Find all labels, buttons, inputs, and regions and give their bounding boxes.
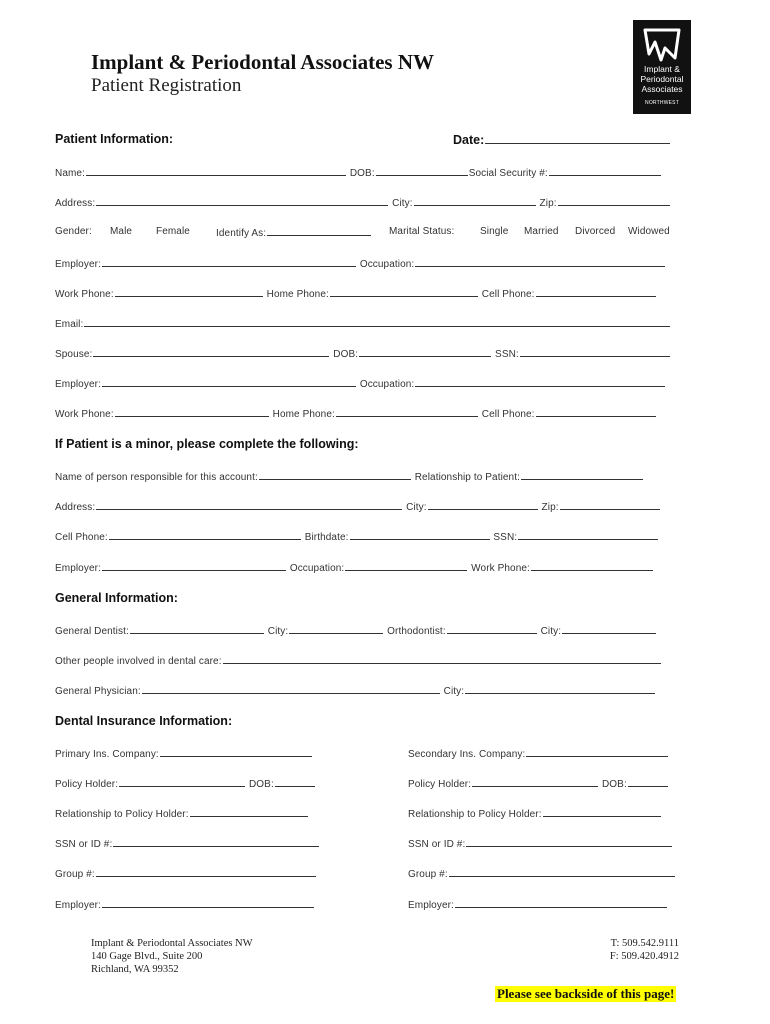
spouse-cell-phone-field[interactable] [536,407,656,417]
practice-logo [633,20,691,114]
primary-employer-label: Employer: [55,900,101,911]
employer-field[interactable] [102,257,356,267]
secondary-employer-field[interactable] [455,898,667,908]
work-phone-label: Work Phone: [55,289,114,300]
identify-label: Identify As: [216,228,267,239]
address-field[interactable] [96,196,388,206]
date-field[interactable]: Date: [453,132,671,147]
occupation-label: Occupation: [359,259,415,270]
marital-single-option[interactable]: Single [480,226,509,237]
minor-address-field[interactable] [96,500,402,510]
logo-line-2: Periodontal [640,74,684,84]
primary-policy-holder-field[interactable] [119,777,245,787]
primary-holder-dob-field[interactable] [275,777,315,787]
secondary-holder-dob-label: DOB: [601,779,627,790]
backside-notice: Please see backside of this page! [497,986,675,1001]
spouse-label: Spouse: [55,349,93,360]
practice-title: Implant & Periodontal Associates NW [91,50,434,74]
minor-ssn-field[interactable] [518,530,658,540]
minor-work-phone-label: Work Phone: [471,563,530,574]
secondary-ssn-id-label: SSN or ID #: [408,839,466,850]
minor-heading: If Patient is a minor, please complete the following: [55,437,359,451]
primary-relationship-label: Relationship to Policy Holder: [55,809,189,820]
spouse-home-phone-field[interactable] [336,407,478,417]
secondary-relationship-label: Relationship to Policy Holder: [408,809,542,820]
primary-ssn-id-label: SSN or ID #: [55,839,113,850]
occupation-field[interactable] [415,257,665,267]
minor-zip-field[interactable] [560,500,660,510]
minor-employer-field[interactable] [102,561,286,571]
relationship-patient-field[interactable] [521,470,643,480]
name-field[interactable] [86,166,346,176]
logo-line-1: Implant & [644,64,680,74]
physician-city-label: City: [443,686,465,697]
footer-address [91,937,253,976]
logo-line-4: NORTHWEST [645,100,679,106]
secondary-holder-dob-field[interactable] [628,777,668,787]
responsible-field[interactable] [259,470,411,480]
orthodontist-field[interactable] [447,624,537,634]
minor-occupation-label: Occupation: [289,563,345,574]
spouse-employer-label: Employer: [55,379,101,390]
city-label: City: [392,198,413,209]
spouse-home-phone-label: Home Phone: [272,409,335,420]
ssn-label: Social Security #: [468,168,548,179]
spouse-employer-field[interactable] [102,377,356,387]
footer-street: 140 Gage Blvd., Suite 200 [91,951,203,962]
email-field[interactable] [84,317,670,327]
orthodontist-label: Orthodontist: [387,626,446,637]
primary-ins-label: Primary Ins. Company: [55,749,159,760]
primary-ssn-id-field[interactable] [113,837,319,847]
secondary-policy-holder-field[interactable] [472,777,598,787]
spouse-ssn-label: SSN: [495,349,519,360]
secondary-ins-field[interactable] [526,747,668,757]
footer-fax: F: 509.420.4912 [609,951,679,962]
dentist-city-label: City: [267,626,289,637]
marital-divorced-option[interactable]: Divorced [575,226,616,237]
spouse-occupation-label: Occupation: [359,379,415,390]
zip-field[interactable] [558,196,670,206]
spouse-dob-label: DOB: [333,349,359,360]
minor-work-phone-field[interactable] [531,561,653,571]
spouse-ssn-field[interactable] [520,347,670,357]
work-phone-field[interactable] [115,287,263,297]
dob-label: DOB: [349,168,375,179]
minor-zip-label: Zip: [541,502,559,513]
footer-practice-name: Implant & Periodontal Associates NW [91,938,253,949]
minor-ssn-label: SSN: [493,532,518,543]
spouse-cell-phone-label: Cell Phone: [481,409,535,420]
tooth-logo-icon [643,28,681,62]
minor-cell-label: Cell Phone: [55,532,108,543]
secondary-ssn-id-field[interactable] [466,837,672,847]
gender-female-option[interactable]: Female [156,226,190,237]
minor-city-label: City: [406,502,427,513]
employer-label: Employer: [55,259,101,270]
general-physician-label: General Physician: [55,686,141,697]
birthdate-label: Birthdate: [304,532,349,543]
relationship-patient-label: Relationship to Patient: [414,472,520,483]
dob-field[interactable] [376,166,468,176]
logo-line-3: Associates [641,84,683,94]
spouse-field[interactable] [93,347,329,357]
footer-phone: T: 509.542.9111 [610,938,679,949]
primary-employer-field[interactable] [102,898,314,908]
minor-city-field[interactable] [428,500,538,510]
minor-address-label: Address: [55,502,96,513]
spouse-work-phone-field[interactable] [115,407,269,417]
dentist-city-field[interactable] [289,624,383,634]
form-subtitle: Patient Registration [91,75,242,96]
gender-label: Gender: [55,226,92,237]
zip-label: Zip: [539,198,557,209]
physician-city-field[interactable] [465,684,655,694]
spouse-occupation-field[interactable] [415,377,665,387]
city-field[interactable] [414,196,536,206]
minor-cell-field[interactable] [109,530,301,540]
secondary-relationship-field[interactable] [543,807,661,817]
primary-ins-field[interactable] [160,747,312,757]
gender-male-option[interactable]: Male [110,226,133,237]
other-people-field[interactable] [223,654,661,664]
minor-employer-label: Employer: [55,563,101,574]
home-phone-field[interactable] [330,287,478,297]
other-people-label: Other people involved in dental care: [55,656,222,667]
email-label: Email: [55,319,84,330]
primary-group-field[interactable] [96,867,316,877]
primary-holder-dob-label: DOB: [248,779,274,790]
secondary-employer-label: Employer: [408,900,454,911]
responsible-label: Name of person responsible for this account: [55,472,258,483]
ortho-city-field[interactable] [562,624,656,634]
patient-info-heading: Patient Information: [55,132,174,146]
insurance-heading: Dental Insurance Information: [55,714,233,728]
general-dentist-field[interactable] [130,624,264,634]
secondary-ins-label: Secondary Ins. Company: [408,749,526,760]
primary-policy-holder-label: Policy Holder: [55,779,119,790]
general-info-heading: General Information: [55,591,178,605]
footer-contact [610,937,679,963]
address-label: Address: [55,198,96,209]
spouse-dob-field[interactable] [359,347,491,357]
marital-widowed-option[interactable]: Widowed [628,226,670,237]
cell-phone-label: Cell Phone: [481,289,535,300]
footer-city: Richland, WA 99352 [91,964,179,975]
primary-relationship-field[interactable] [190,807,308,817]
ssn-field[interactable] [549,166,661,176]
primary-group-label: Group #: [55,869,95,880]
home-phone-label: Home Phone: [266,289,329,300]
marital-married-option[interactable]: Married [524,226,559,237]
ortho-city-label: City: [540,626,562,637]
minor-occupation-field[interactable] [345,561,467,571]
spouse-work-phone-label: Work Phone: [55,409,114,420]
secondary-policy-holder-label: Policy Holder: [408,779,472,790]
secondary-group-field[interactable] [449,867,675,877]
secondary-group-label: Group #: [408,869,448,880]
marital-label: Marital Status: [389,226,455,237]
birthdate-field[interactable] [350,530,490,540]
identify-field[interactable] [267,226,371,236]
general-dentist-label: General Dentist: [55,626,129,637]
name-label: Name: [55,168,85,179]
general-physician-field[interactable] [142,684,440,694]
cell-phone-field[interactable] [536,287,656,297]
